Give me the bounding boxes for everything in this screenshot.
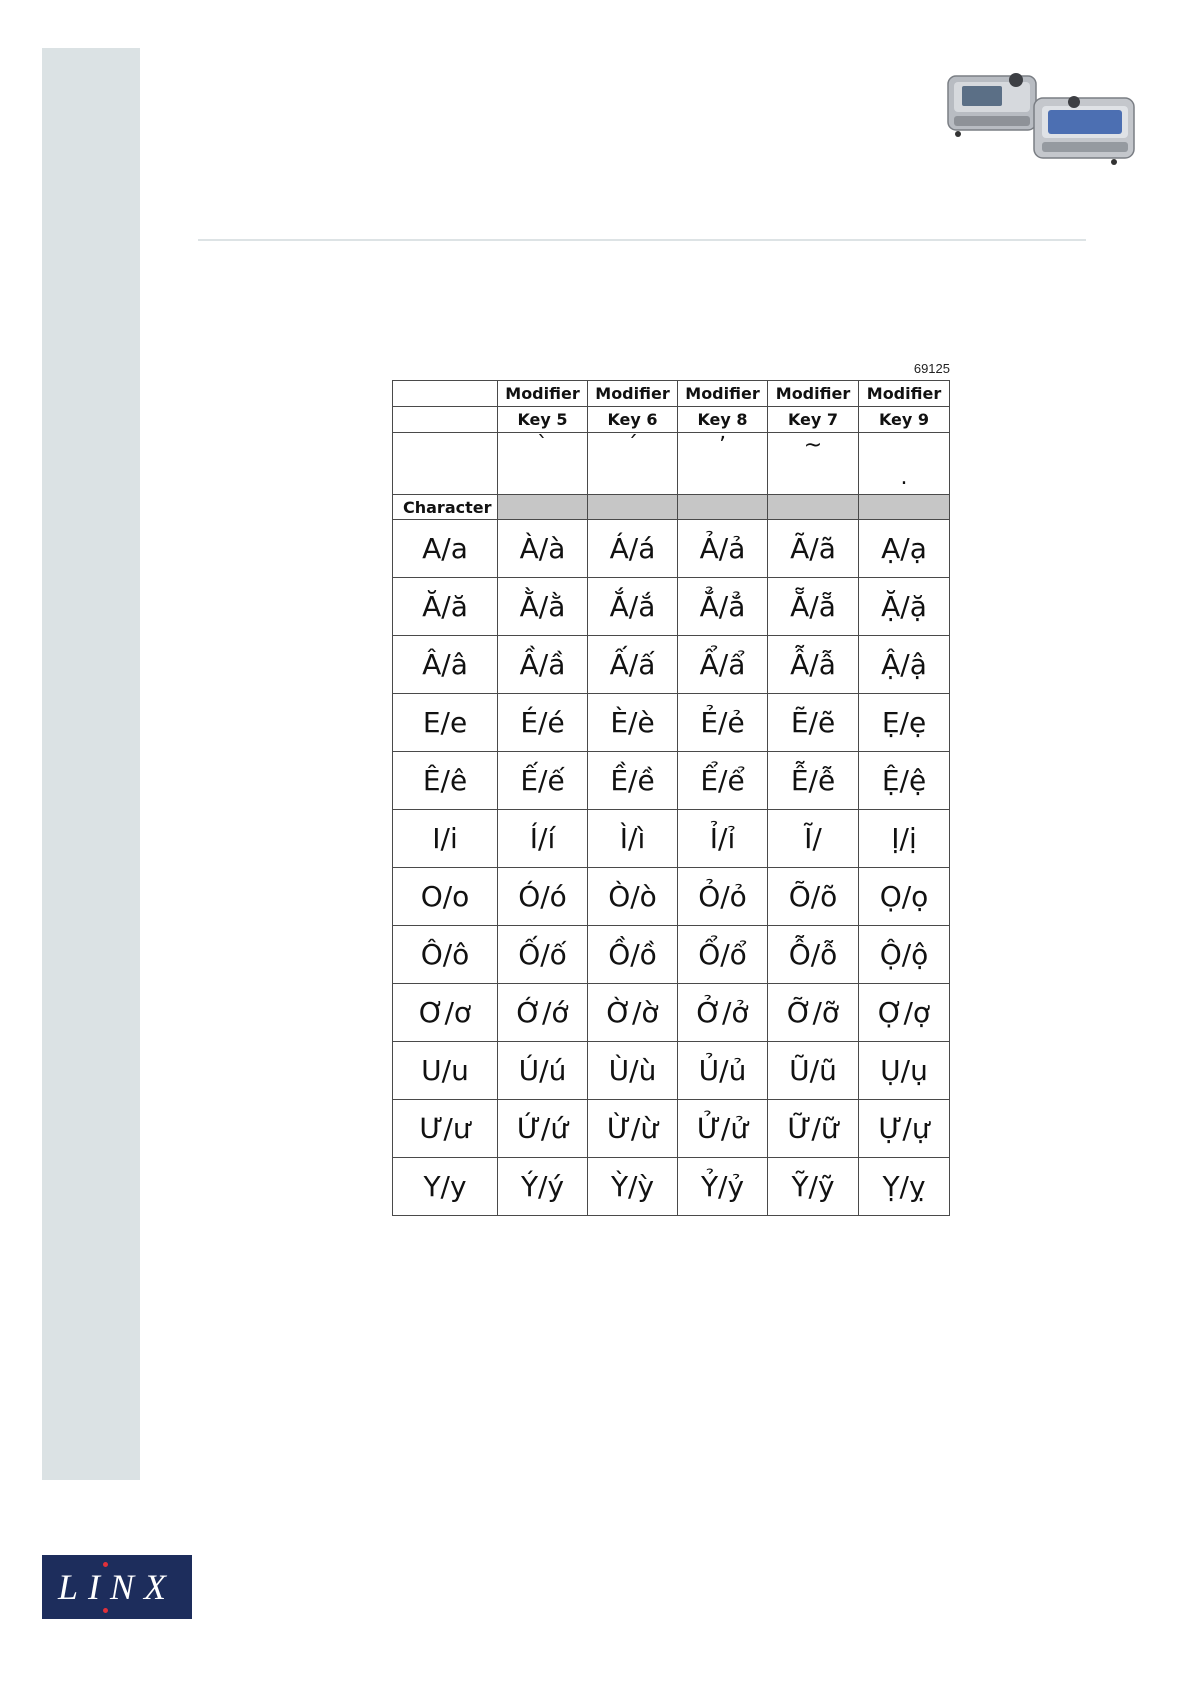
base-character-cell: O/o — [393, 868, 498, 926]
modified-character-cell: Ẫ/ẫ — [768, 636, 859, 694]
modified-character-cell: Ộ/ộ — [859, 926, 950, 984]
modified-character-cell: Ạ/ạ — [859, 520, 950, 578]
modified-character-cell: Ệ/ệ — [859, 752, 950, 810]
table-row — [393, 752, 950, 810]
base-character-cell: Ư/ư — [393, 1100, 498, 1158]
modified-character-cell: Ế/ế — [498, 752, 588, 810]
modified-character-cell: Á/á — [588, 520, 678, 578]
modified-character-cell: Ì/ì — [588, 810, 678, 868]
modified-character-cell: Ử/ử — [678, 1100, 768, 1158]
modified-character-cell: Ũ/ũ — [768, 1042, 859, 1100]
table-row — [393, 1042, 950, 1100]
logo-dot-bottom — [103, 1608, 108, 1613]
modified-character-cell: Ẹ/ẹ — [859, 694, 950, 752]
modified-character-cell: Ầ/ầ — [498, 636, 588, 694]
modified-character-cell: Ả/ả — [678, 520, 768, 578]
table-row — [393, 926, 950, 984]
modified-character-cell: Í/í — [498, 810, 588, 868]
modified-character-cell: Ó/ó — [498, 868, 588, 926]
figure-id: 69125 — [913, 361, 950, 376]
col-header-key: Key 7 — [768, 407, 859, 433]
accent-mark: ` — [498, 433, 588, 495]
modified-character-cell: Ụ/ụ — [859, 1042, 950, 1100]
modified-character-cell: Ờ/ờ — [588, 984, 678, 1042]
modified-character-cell: Ý/ý — [498, 1158, 588, 1216]
modified-character-cell: Ắ/ắ — [588, 578, 678, 636]
linx-logo — [42, 1555, 192, 1619]
col-header-key: Key 9 — [859, 407, 950, 433]
base-character-cell: I/i — [393, 810, 498, 868]
base-character-cell: Ă/ă — [393, 578, 498, 636]
modified-character-cell: Ặ/ặ — [859, 578, 950, 636]
modified-character-cell: Ỏ/ỏ — [678, 868, 768, 926]
modified-character-cell: À/à — [498, 520, 588, 578]
col-header: Modifier — [498, 381, 588, 407]
table-row — [393, 578, 950, 636]
table-row — [393, 636, 950, 694]
modified-character-cell: Ã/ã — [768, 520, 859, 578]
accent-mark: ʼ — [678, 433, 768, 495]
modified-character-cell: Ừ/ừ — [588, 1100, 678, 1158]
modified-character-cell: Ò/ò — [588, 868, 678, 926]
modified-character-cell: Ỡ/ỡ — [768, 984, 859, 1042]
modified-character-cell: Ẵ/ẵ — [768, 578, 859, 636]
modified-character-cell: Ễ/ễ — [768, 752, 859, 810]
modified-character-cell: Ọ/ọ — [859, 868, 950, 926]
modified-character-cell: Õ/õ — [768, 868, 859, 926]
corner-cell — [393, 381, 498, 407]
modified-character-cell: Ỗ/ỗ — [768, 926, 859, 984]
printer-product-image — [944, 68, 1140, 172]
side-bar — [42, 48, 140, 1480]
modified-character-cell: Ấ/ấ — [588, 636, 678, 694]
modified-character-cell: Ĩ/ — [768, 810, 859, 868]
base-character-cell: Ơ/ơ — [393, 984, 498, 1042]
row-header-label: Character — [393, 495, 498, 520]
vietnamese-character-table — [392, 380, 950, 1216]
modified-character-cell: Ỳ/ỳ — [588, 1158, 678, 1216]
col-header: Modifier — [678, 381, 768, 407]
modified-character-cell: Ằ/ằ — [498, 578, 588, 636]
base-character-cell: Y/y — [393, 1158, 498, 1216]
modified-character-cell: Ự/ự — [859, 1100, 950, 1158]
modified-character-cell: È/è — [588, 694, 678, 752]
col-header-key: Key 8 — [678, 407, 768, 433]
accent-mark: ´ — [588, 433, 678, 495]
modified-character-cell: Ồ/ồ — [588, 926, 678, 984]
accent-mark: ~ — [768, 433, 859, 495]
modified-character-cell: Ổ/ổ — [678, 926, 768, 984]
modified-character-cell: Ố/ố — [498, 926, 588, 984]
modified-character-cell: Ề/ề — [588, 752, 678, 810]
modified-character-cell: É/é — [498, 694, 588, 752]
modified-character-cell: Ú/ú — [498, 1042, 588, 1100]
base-character-cell: Â/â — [393, 636, 498, 694]
logo-text: LINX — [57, 1567, 176, 1607]
modified-character-cell: Ẻ/ẻ — [678, 694, 768, 752]
corner-cell — [393, 433, 498, 495]
modified-character-cell: Ẳ/ẳ — [678, 578, 768, 636]
modified-character-cell: Ứ/ứ — [498, 1100, 588, 1158]
modified-character-cell: Ở/ở — [678, 984, 768, 1042]
table-row — [393, 694, 950, 752]
table-row — [393, 868, 950, 926]
col-header: Modifier — [588, 381, 678, 407]
modified-character-cell: Ỹ/ỹ — [768, 1158, 859, 1216]
table-row — [393, 520, 950, 578]
modified-character-cell: Ủ/ủ — [678, 1042, 768, 1100]
col-header: Modifier — [859, 381, 950, 407]
modified-character-cell: Ẽ/ẽ — [768, 694, 859, 752]
table-row — [393, 1158, 950, 1216]
modified-character-cell: Ỵ/ỵ — [859, 1158, 950, 1216]
table-row — [393, 984, 950, 1042]
base-character-cell: Ô/ô — [393, 926, 498, 984]
modified-character-cell: Ể/ể — [678, 752, 768, 810]
header-divider — [198, 239, 1086, 241]
base-character-cell: E/e — [393, 694, 498, 752]
table-row — [393, 810, 950, 868]
modified-character-cell: Ậ/ậ — [859, 636, 950, 694]
col-header-key: Key 5 — [498, 407, 588, 433]
corner-cell — [393, 407, 498, 433]
base-character-cell: Ê/ê — [393, 752, 498, 810]
base-character-cell: U/u — [393, 1042, 498, 1100]
base-character-cell: A/a — [393, 520, 498, 578]
modified-character-cell: Ỷ/ỷ — [678, 1158, 768, 1216]
table-row — [393, 1100, 950, 1158]
modified-character-cell: Ợ/ợ — [859, 984, 950, 1042]
modified-character-cell: Ị/ị — [859, 810, 950, 868]
modified-character-cell: Ữ/ữ — [768, 1100, 859, 1158]
modified-character-cell: Ẩ/ẩ — [678, 636, 768, 694]
col-header-key: Key 6 — [588, 407, 678, 433]
col-header: Modifier — [768, 381, 859, 407]
modified-character-cell: Ớ/ớ — [498, 984, 588, 1042]
modified-character-cell: Ù/ù — [588, 1042, 678, 1100]
logo-dot-top — [103, 1562, 108, 1567]
modified-character-cell: Ỉ/ỉ — [678, 810, 768, 868]
accent-mark: . — [859, 433, 950, 495]
